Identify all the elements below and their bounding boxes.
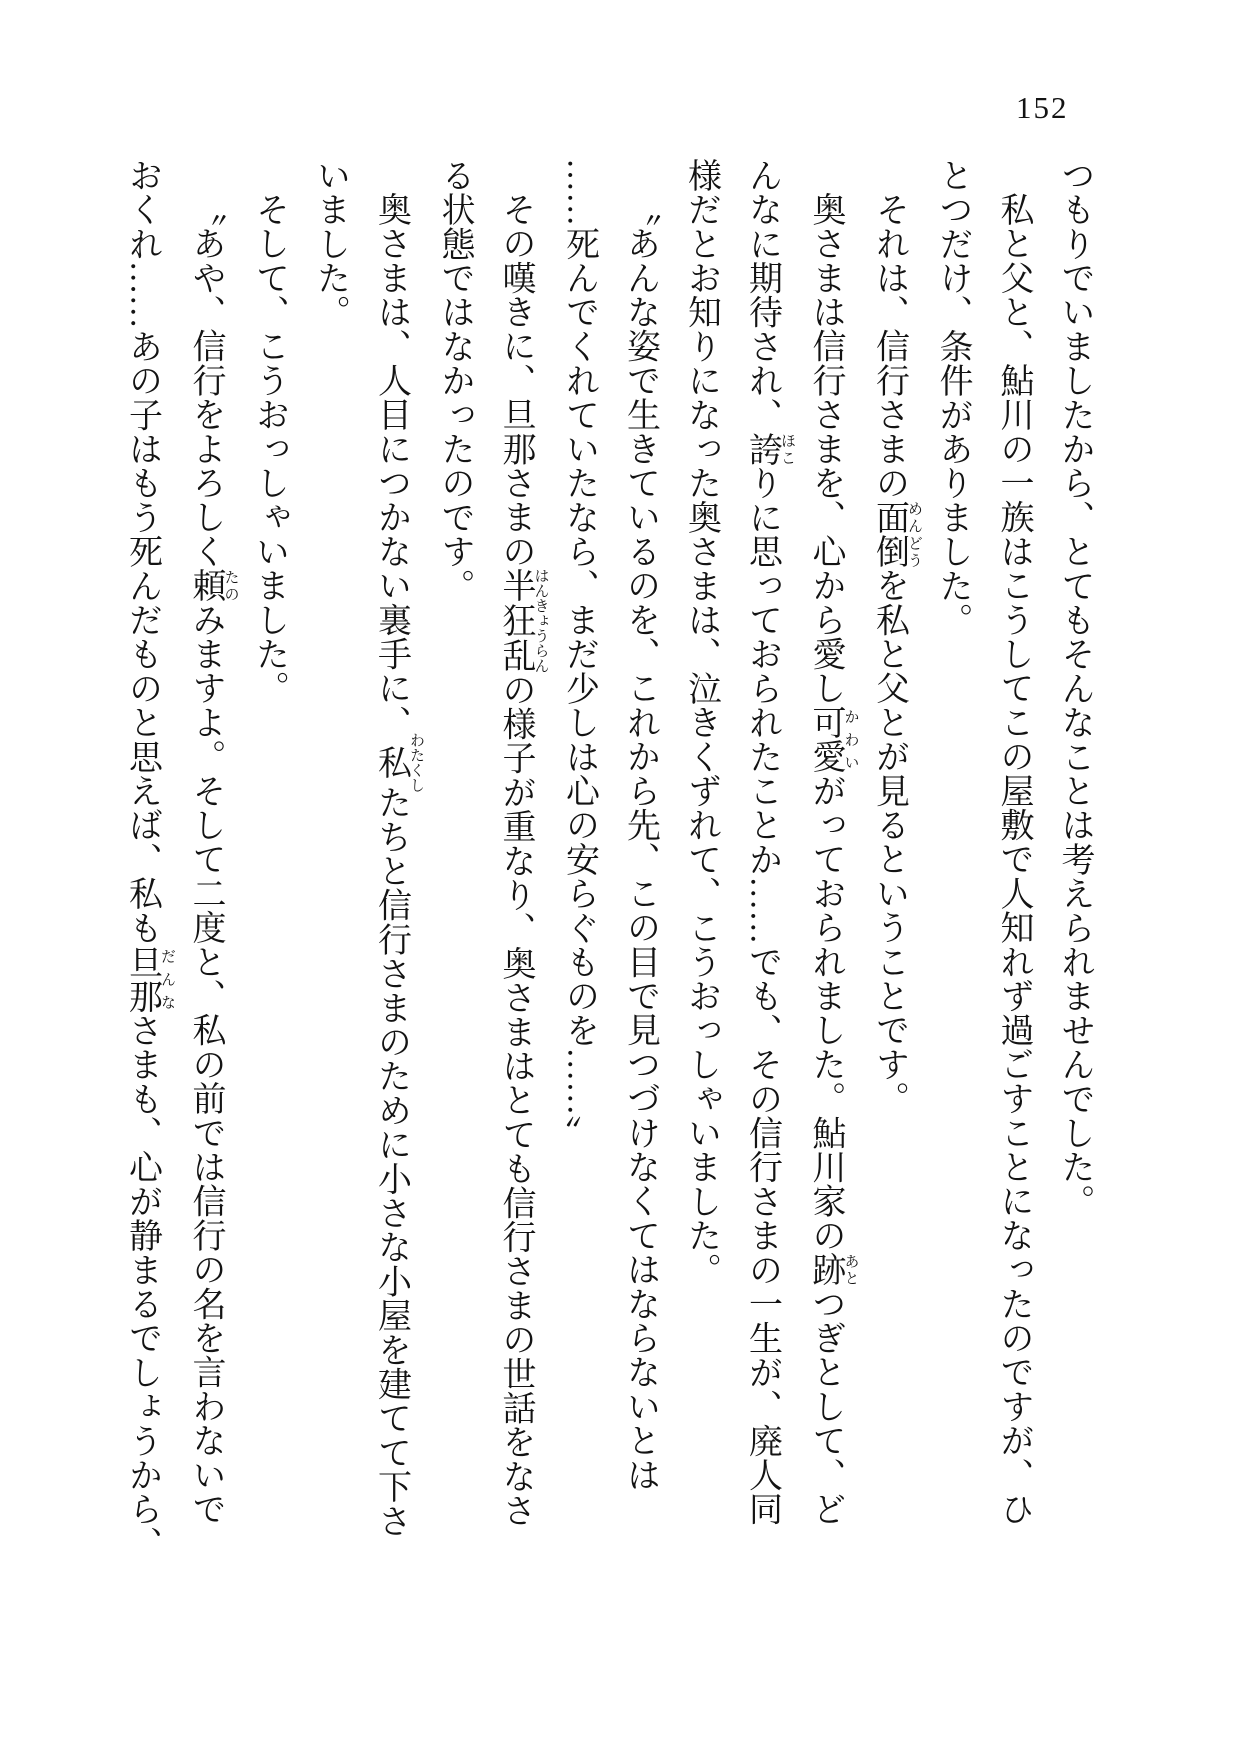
ruby-annotated-word: 旦那だんな: [123, 944, 175, 1014]
ruby-annotated-word: 跡あと: [807, 1252, 859, 1287]
furigana: めんどう: [906, 499, 922, 569]
ruby-annotated-word: 半狂乱はんきょうらん: [497, 567, 549, 673]
furigana: わたくし: [408, 732, 424, 793]
text-column: 奥さまは信行さまを、心から愛し可愛かわいがっておられました。鮎川家の跡あとつぎとして、ど: [807, 192, 859, 1526]
text-column: それは、信行さまの面倒めんどうを私と父とが見るということです。: [870, 192, 922, 1116]
text-column: つもりでいましたから、とてもそんなことは考えられませんでした。: [1056, 158, 1093, 1219]
text-column: る状態ではなかったのです。: [436, 158, 473, 603]
text-column: 様だとお知りになった奥さまは、泣きくずれて、こうおっしゃいました。: [682, 158, 720, 1287]
furigana: あと: [842, 1252, 859, 1287]
text-block: [123, 158, 1105, 1648]
text-column: その嘆きに、旦那さまの半狂乱はんきょうらんの様子が重なり、奥さまはとても信行さまの世話をなさ: [497, 192, 549, 1528]
text-column: そして、こうおっしゃいました。: [250, 192, 288, 705]
furigana: ほこ: [779, 431, 795, 466]
text-column: とつだけ、条件がありました。: [934, 158, 971, 637]
ruby-annotated-word: 私わたくし: [372, 732, 424, 793]
text-column: いました。: [311, 158, 349, 329]
furigana: たの: [222, 568, 239, 603]
text-column: 奥さまは、人目につかない裏手に、私わたくしたちと信行さまのために小さな小屋を建てて下さ: [372, 192, 424, 1538]
ruby-annotated-word: 面倒めんどう: [870, 499, 922, 569]
furigana: だんな: [159, 944, 175, 1013]
text-column: 〝あんな姿で生きているのを、これから先、この目で見つづけなくてはならないとは: [621, 192, 659, 1492]
text-column: おくれ……あの子はもう死んだものと思えば、私も旦那だんなさまも、心が静まるでしょうから、: [123, 158, 175, 1561]
ruby-annotated-word: 頼たの: [187, 568, 239, 603]
ruby-annotated-word: 誇ほこ: [743, 431, 795, 466]
furigana: はんきょうらん: [532, 567, 549, 673]
text-column: 〝あや、信行をよろしく頼たのみますよ。そして二度と、私の前では信行の名を言わないで: [187, 192, 239, 1526]
page-number: 152: [1016, 90, 1069, 125]
text-column: ……死んでくれていたなら、まだ少しは心の安らぐものを……〟: [560, 158, 598, 1150]
furigana: かわい: [842, 705, 859, 774]
text-column: 私と父と、鮎川の一族はこうしてこの屋敷で人知れず過ごすことになったのですが、ひ: [995, 192, 1032, 1526]
ruby-annotated-word: 可愛かわい: [807, 705, 859, 774]
text-column: んなに期待され、誇ほこりに思っておられたことか……でも、その信行さまの一生が、廃人同: [743, 158, 795, 1527]
